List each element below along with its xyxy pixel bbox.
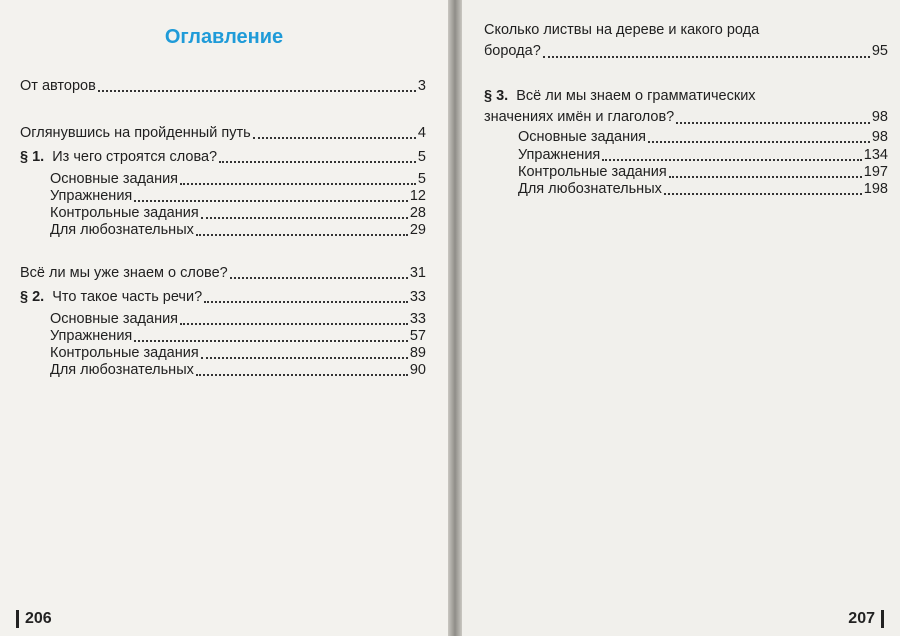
toc-entry-page: 98 <box>871 109 888 125</box>
section-number: § 1. <box>20 149 45 165</box>
toc-entry-label: Упражнения <box>50 188 133 204</box>
leader-dots <box>676 121 870 124</box>
leader-dots <box>664 192 862 195</box>
toc-entry[interactable] <box>484 20 888 62</box>
toc-subentry[interactable] <box>50 221 426 239</box>
toc-subentry[interactable] <box>50 170 426 188</box>
leader-dots <box>230 276 408 279</box>
toc-entry-page: 95 <box>871 43 888 59</box>
toc-entry-page: 29 <box>409 222 426 238</box>
toc-entry-label: Контрольные задания <box>50 205 199 221</box>
toc-entry-page: 31 <box>409 265 426 281</box>
toc-entry-label: Всё ли мы знаем о грамматических <box>516 88 756 104</box>
toc-entry-page: 134 <box>863 147 888 163</box>
leader-dots <box>134 339 408 342</box>
toc-subentry[interactable] <box>518 163 888 181</box>
leader-dots <box>196 233 408 236</box>
leader-dots <box>602 158 862 161</box>
toc-entry-label-continued: борода? <box>484 43 541 59</box>
toc-entry-label: Упражнения <box>50 328 133 344</box>
toc-subentry[interactable] <box>50 361 426 379</box>
leader-dots <box>204 300 408 303</box>
toc-entry-page: 4 <box>417 125 426 141</box>
toc-entry-label: Всё ли мы уже знаем о слове? <box>20 265 228 281</box>
toc-section-entry[interactable] <box>484 86 888 128</box>
toc-entry[interactable] <box>20 124 426 142</box>
leader-dots <box>180 322 408 325</box>
toc-entry-page: 12 <box>409 188 426 204</box>
toc-entry-label: Основные задания <box>50 311 179 327</box>
toc-entry-page: 198 <box>863 181 888 197</box>
leader-dots <box>669 175 862 178</box>
toc-subentry[interactable] <box>50 204 426 222</box>
toc-entry-page: 90 <box>409 362 426 378</box>
toc-subentry[interactable] <box>50 327 426 345</box>
section-number: § 3. <box>484 88 509 104</box>
toc-entry-page: 197 <box>863 164 888 180</box>
toc-entry-label: Контрольные задания <box>518 164 667 180</box>
leader-dots <box>648 140 870 143</box>
left-page <box>0 0 448 636</box>
toc-subentry[interactable] <box>518 146 888 164</box>
toc-entry-page: 98 <box>871 129 888 145</box>
page-number: 206 <box>16 610 52 628</box>
toc-entry-label: Для любознательных <box>50 362 194 378</box>
toc-entry-page: 28 <box>409 205 426 221</box>
toc-entry-label: Оглянувшись на пройденный путь <box>20 125 251 141</box>
leader-dots <box>98 89 416 92</box>
toc-entry-label: Контрольные задания <box>50 345 199 361</box>
toc-entry-label: Что такое часть речи? <box>52 289 203 305</box>
toc-section-entry[interactable] <box>20 148 426 166</box>
toc-entry-page: 33 <box>409 311 426 327</box>
toc-entry[interactable] <box>20 77 426 95</box>
toc-subentry[interactable] <box>50 344 426 362</box>
toc-subentry[interactable] <box>50 187 426 205</box>
toc-entry-label: Упражнения <box>518 147 601 163</box>
toc-entry-page: 3 <box>417 78 426 94</box>
toc-entry-label: Основные задания <box>518 129 647 145</box>
toc-entry-page: 5 <box>417 149 426 165</box>
toc-section-entry[interactable] <box>20 288 426 306</box>
right-page <box>462 0 900 636</box>
toc-entry-label: Для любознательных <box>50 222 194 238</box>
section-number: § 2. <box>20 289 45 305</box>
toc-subentry[interactable] <box>518 180 888 198</box>
leader-dots <box>134 199 408 202</box>
toc-entry[interactable] <box>20 264 426 282</box>
toc-entry-label: Сколько листвы на дереве и какого рода <box>484 22 760 38</box>
toc-entry-page: 5 <box>417 171 426 187</box>
leader-dots <box>196 373 408 376</box>
toc-entry-label-continued: значениях имён и глаголов? <box>484 109 675 125</box>
toc-entry-page: 89 <box>409 345 426 361</box>
leader-dots <box>253 136 416 139</box>
book-gutter <box>448 0 462 636</box>
toc-title: Оглавление <box>164 26 284 48</box>
leader-dots <box>180 182 416 185</box>
leader-dots <box>201 356 408 359</box>
toc-entry-label: От авторов <box>20 78 96 94</box>
leader-dots <box>201 216 408 219</box>
leader-dots <box>219 160 416 163</box>
toc-entry-page: 33 <box>409 289 426 305</box>
leader-dots <box>543 55 870 58</box>
toc-entry-label: Для любознательных <box>518 181 662 197</box>
toc-entry-label: Из чего строятся слова? <box>52 149 218 165</box>
toc-subentry[interactable] <box>518 128 888 146</box>
toc-entry-page: 57 <box>409 328 426 344</box>
page-number: 207 <box>848 610 884 628</box>
toc-entry-label: Основные задания <box>50 171 179 187</box>
toc-subentry[interactable] <box>50 310 426 328</box>
